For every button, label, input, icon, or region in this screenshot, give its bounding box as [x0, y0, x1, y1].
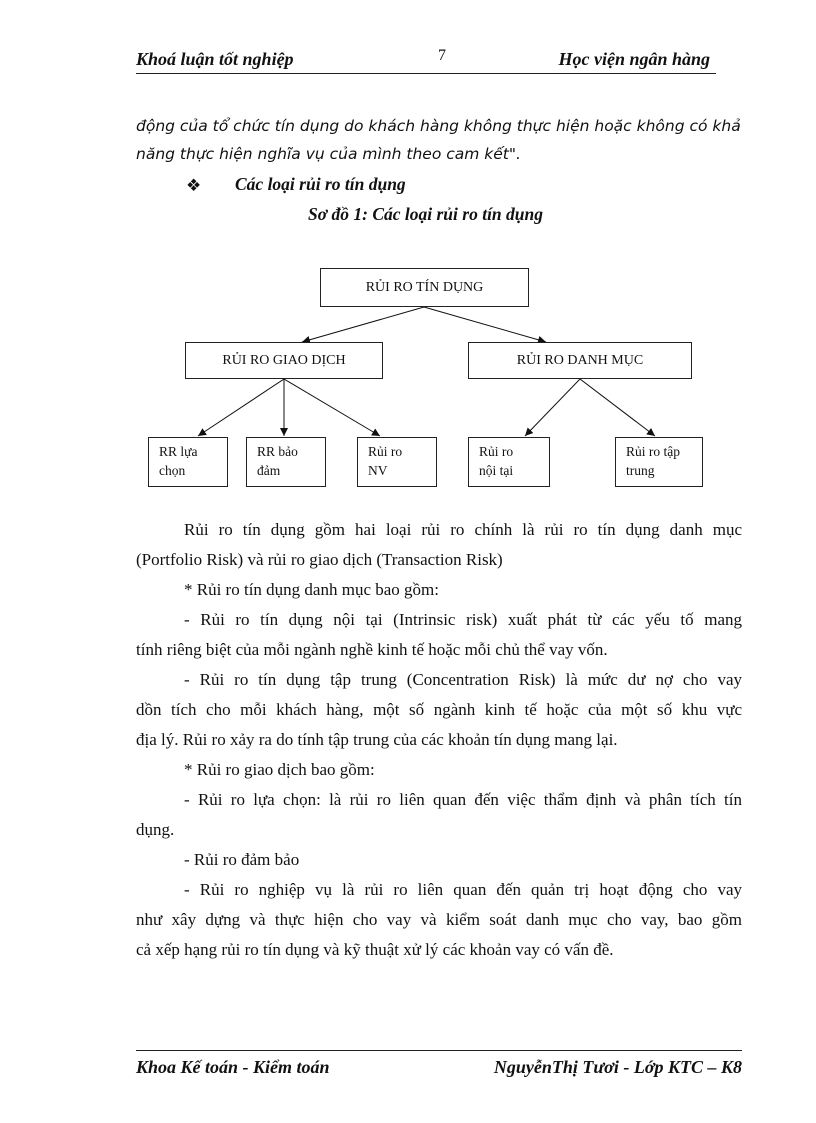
paragraph-risk-types-cont	[136, 545, 742, 575]
node-label-line: nội tại	[479, 463, 514, 478]
text-line: - Rủi ro đảm bảo	[184, 850, 300, 869]
arrow-root-to-transaction	[302, 307, 424, 342]
node-transaction-risk	[185, 342, 383, 379]
text-line: * Rủi ro tín dụng danh mục bao gồm:	[184, 580, 439, 599]
node-selection-risk	[148, 437, 228, 487]
node-label-line: Rủi ro	[479, 444, 514, 459]
node-label-line: chọn	[159, 463, 186, 478]
text-line: địa lý. Rủi ro xảy ra do tính tập trung của các khoản tín dụng mang lại.	[136, 730, 618, 749]
paragraph-portfolio-heading	[136, 575, 742, 605]
node-label-line: Rủi ro	[368, 444, 403, 459]
arrow-root-to-portfolio	[424, 307, 546, 342]
text-line: dụng.	[136, 820, 175, 839]
node-operation-risk	[357, 437, 437, 487]
paragraph-guarantee	[136, 845, 742, 875]
paragraph-transaction-heading	[136, 755, 742, 785]
page-number: 7	[438, 47, 446, 64]
diamond-bullet-icon: ❖	[186, 176, 202, 195]
node-label-line: NV	[368, 463, 388, 478]
quote-line: năng thực hiện nghĩa vụ của mình theo cam kết".	[136, 145, 521, 163]
paragraph-intrinsic	[136, 605, 742, 635]
text-line: như xây dựng và thực hiện cho vay và kiểm soát danh mục cho vay, bao gồm	[136, 910, 742, 929]
text-line: tính riêng biệt của mỗi ngành nghề kinh tế hoặc mỗi chủ thể vay vốn.	[136, 640, 608, 659]
node-credit-risk	[320, 268, 529, 307]
node-label-line: Rủi ro tập	[626, 444, 680, 459]
paragraph-operation	[136, 875, 742, 935]
node-guarantee-risk	[246, 437, 326, 487]
paragraph-concentration	[136, 665, 742, 725]
paragraph-operation-cont	[136, 935, 742, 965]
node-label: RỦI RO DANH MỤC	[516, 352, 644, 368]
footer-faculty: Khoa Kế toán - Kiểm toán	[136, 1057, 330, 1077]
paragraph-selection	[136, 785, 742, 815]
paragraph-intrinsic-cont	[136, 635, 742, 665]
quote-line: động của tổ chức tín dụng do khách hàng không thực hiện hoặc không có khả	[136, 117, 741, 135]
node-label-line: RR bảo	[257, 444, 298, 459]
footer-author: NguyễnThị Tươi - Lớp KTC – K8	[493, 1057, 742, 1077]
text-line: - Rủi ro nghiệp vụ là rủi ro liên quan đến quản trị hoạt động cho vay	[184, 880, 742, 899]
header-thesis-label: Khoá luận tốt nghiệp	[136, 49, 294, 69]
section-title: Các loại rủi ro tín dụng	[235, 174, 406, 194]
node-intrinsic-risk	[468, 437, 550, 487]
text-line: - Rủi ro tín dụng nội tại (Intrinsic risk) xuất phát từ các yếu tố mang	[184, 610, 742, 629]
node-concentration-risk	[615, 437, 703, 487]
arrow-transaction-to-selection	[198, 379, 284, 436]
node-portfolio-risk	[468, 342, 692, 379]
figure-title: Sơ đồ 1: Các loại rủi ro tín dụng	[308, 204, 544, 224]
arrow-portfolio-to-intrinsic	[525, 379, 580, 436]
text-line: cả xếp hạng rủi ro tín dụng và kỹ thuật xử lý các khoản vay có vấn đề.	[136, 940, 614, 959]
arrow-portfolio-to-concentration	[580, 379, 655, 436]
paragraph-concentration-cont	[136, 725, 742, 755]
node-label-line: RR lựa	[159, 444, 198, 459]
arrow-transaction-to-operation	[284, 379, 380, 436]
node-label: RỦI RO GIAO DỊCH	[222, 352, 346, 368]
text-line: - Rủi ro tín dụng tập trung (Concentration Risk) là mức dư nợ cho vay	[184, 670, 742, 689]
paragraph-risk-types	[136, 515, 742, 545]
text-line: * Rủi ro giao dịch bao gồm:	[184, 760, 375, 779]
header-institution: Học viện ngân hàng	[558, 49, 710, 69]
node-label-line: trung	[626, 463, 655, 478]
text-line: (Portfolio Risk) và rủi ro giao dịch (Transaction Risk)	[136, 550, 503, 569]
page-footer	[136, 1050, 742, 1077]
text-line: dồn tích cho mỗi khách hàng, một số ngành kinh tế hoặc của một số khu vực	[136, 700, 742, 719]
paragraph-selection-cont	[136, 815, 742, 845]
node-label-line: đảm	[257, 463, 281, 478]
node-label: RỦI RO TÍN DỤNG	[365, 279, 484, 295]
text-line: Rủi ro tín dụng gồm hai loại rủi ro chính là rủi ro tín dụng danh mục	[184, 520, 742, 539]
text-line: - Rủi ro lựa chọn: là rủi ro liên quan đến việc thẩm định và phân tích tín	[184, 790, 742, 809]
